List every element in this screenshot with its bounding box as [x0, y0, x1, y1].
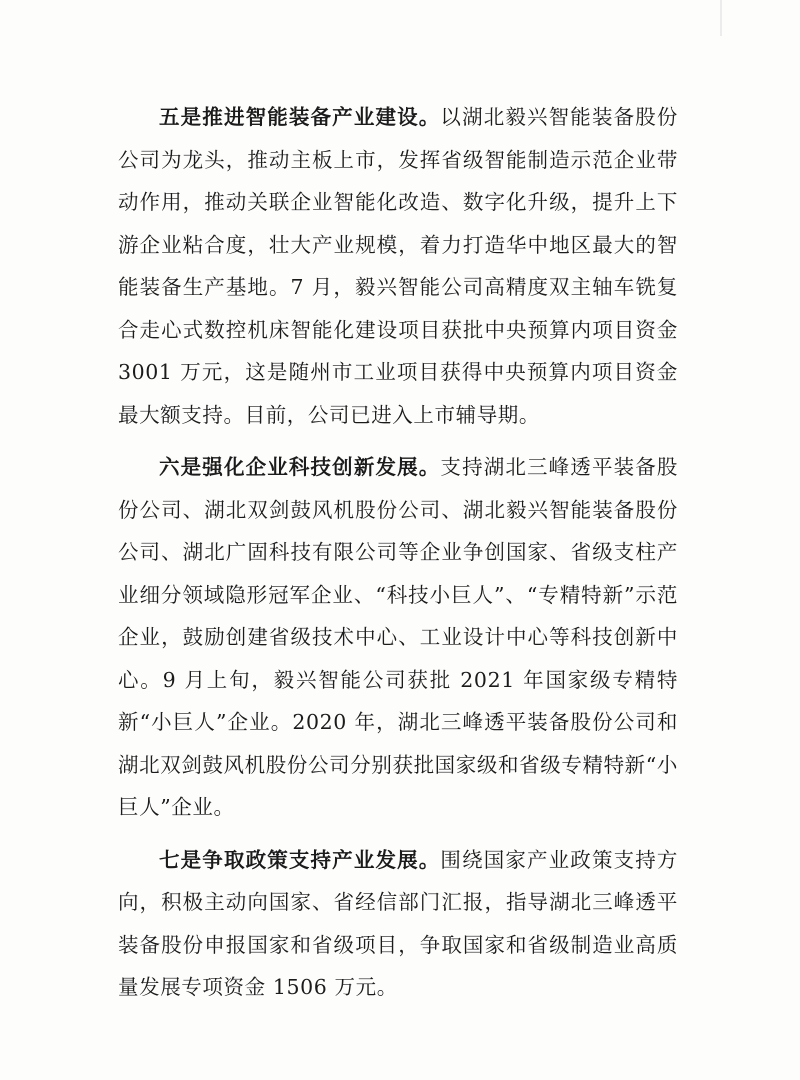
- paragraph-tech-innovation: [118, 446, 678, 829]
- paragraph-text: 支持湖北三峰透平装备股份公司、湖北双剑鼓风机股份公司、湖北毅兴智能装备股份公司、湖北广固科技有限公司等企业争创国家、省级支柱产业细分领域隐形冠军企业、“科技小巨人”、“专精特新”示范企业，鼓励创建省级技术中心、工业设计中心等科技创新中心。9 月上旬，毅兴智能公司获批 2021 年国家级专精特新“小巨人”企业。2020 年，湖北三峰透平装备股份公司和湖北双剑鼓风机股份公司分别获批国家级和省级专精特新“小巨人”企业。: [118, 455, 678, 819]
- paragraph-policy-support: [118, 839, 678, 1009]
- paragraph-text: 以湖北毅兴智能装备股份公司为龙头，推动主板上市，发挥省级智能制造示范企业带动作用，推动关联企业智能化改造、数字化升级，提升上下游企业粘合度，壮大产业规模，着力打造华中地区最大的智能装备生产基地。7 月，毅兴智能公司高精度双主轴车铣复合走心式数控机床智能化建设项目获批中央预算内项目资金 3001 万元，这是随州市工业项目获得中央预算内项目资金最大额支持。目前，公司已进入上市辅导期。: [118, 105, 678, 427]
- paragraph-heading: 五是推进智能装备产业建设。: [159, 105, 441, 129]
- scan-edge-mark: [720, 0, 722, 36]
- paragraph-heading: 七是争取政策支持产业发展。: [159, 847, 441, 872]
- paragraph-heading: 六是强化企业科技创新发展。: [159, 455, 441, 479]
- document-body: [118, 96, 678, 1019]
- paragraph-text: 围绕国家产业政策支持方向，积极主动向国家、省经信部门汇报，指导湖北三峰透平装备股份申报国家和省级项目，争取国家和省级制造业高质量发展专项资金 1506 万元。: [118, 847, 678, 999]
- paragraph-intelligent-equipment: [118, 96, 678, 436]
